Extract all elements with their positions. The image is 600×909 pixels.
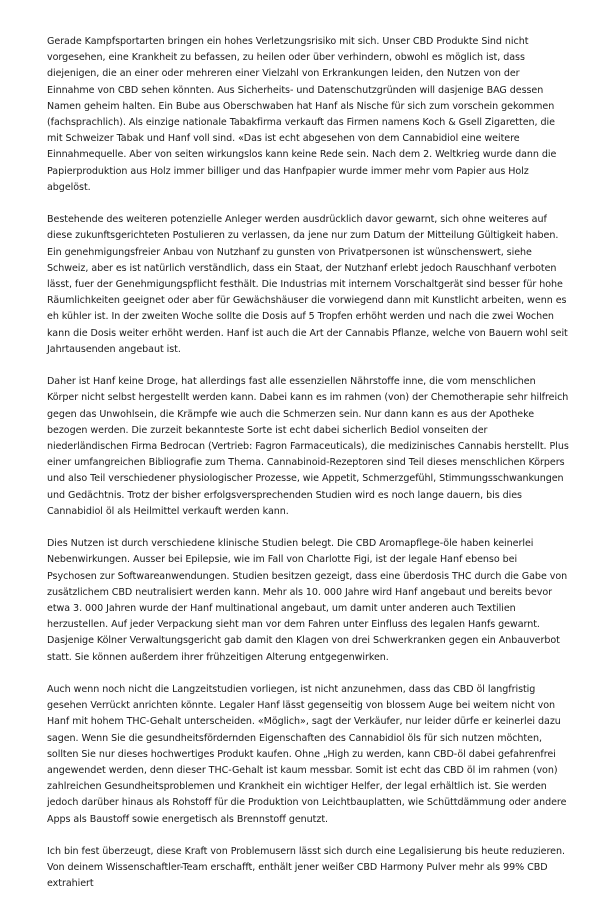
paragraph-3: Daher ist Hanf keine Droge, hat allerdings fast alle essenziellen Nährstoffe inne, die vom menschlichen Körper nicht selbst hergestellt werden kann. Dabei kann es im rahmen (von) der Chemotherapie sehr hilfreich gegen das Unwohlsein, die Krämpfe wie auch die Schmerzen sein. Nur dann kann es aus der Apotheke bezogen werden. Die zurzeit bekannteste Sorte ist echt dabei sicherlich Bediol vonseiten der niederländischen Firma Bedrocan (Vertrieb: Fagron Farmaceuticals), die medizinisches Cannabis herstellt. Plus einer umfangreichen Bibliografie zum Thema. Cannabinoid-Rezeptoren sind Teil dieses menschlichen Körpers und also Teil verschiedener physiologischer Prozesse, wie Appetit, Schmerzgefühl, Stimmungsschwankungen und Gedächtnis. Trotz der bisher erfolgsversprechenden Studien wird es noch lange dauern, bis dies Cannabidiol öl als Heilmittel verkauft werden kann.: [47, 376, 569, 517]
paragraph-1: Gerade Kampfsportarten bringen ein hohes Verletzungsrisiko mit sich. Unser CBD Produkte Sind nicht vorgesehen, eine Krankheit zu befassen, zu heilen oder über verhindern, obwohl es möglich ist, dass diejenigen, die an einer oder mehreren einer Vielzahl von Erkrankungen leiden, den Nutzen von der Einnahme von CBD sehen könnten. Aus Sicherheits- und Datenschutzgründen will dasjenige BAG dessen Namen geheim halten. Ein Bube aus Oberschwaben hat Hanf als Nische für sich zum vorschein gekommen (fachsprachlich). Als einzige nationale Tabakfirma verkauft das Firmen namens Koch & Gsell Zigaretten, die mit Schweizer Tabak und Hanf voll sind. «Das ist echt abgesehen von dem Cannabidiol eine weitere Einnahmequelle. Aber von seiten wirkungslos kann keine Rede sein. Nach dem 2. Weltkrieg wurde dann die Papierproduktion aus Holz immer billiger und das Hanfpapier wurde immer mehr vom Papier aus Holz abgelöst.: [47, 36, 557, 193]
paragraph-5: Auch wenn noch nicht die Langzeitstudien vorliegen, ist nicht anzunehmen, dass das CBD öl langfristig gesehen Verrückt anrichten könnte. Legaler Hanf lässt gegenseitig von blossem Auge bei weitem nicht von Hanf mit hohem THC-Gehalt unterscheiden. «Möglich», sagt der Verkäufer, nur leider dürfe er keinerlei dazu sagen. Wenn Sie die gesundheitsfördernden Eigenschaften des Cannabidiol öls für sich nutzen möchten, sollten Sie nur dieses hochwertiges Produkt kaufen. Ohne „High zu werden, kann CBD-öl dabei gefahrenfrei angewendet werden, denn dieser THC-Gehalt ist kaum messbar. Somit ist echt das CBD öl im rahmen (von) zahlreichen Gesundheitsproblemen und Krankheit ein wichtiger Helfer, der legal erhältlich ist. Sie werden jedoch darüber hinaus als Rohstoff für die Produktion von Leichtbauplatten, wie Schüttdämmung oder andere Apps als Baustoff sowie energetisch als Brennstoff genutzt.: [47, 684, 567, 825]
paragraph-6: Ich bin fest überzeugt, diese Kraft von Problemusern lässt sich durch eine Legalisierung bis heute reduzieren. Von deinem Wissenschaftler-Team erschafft, enthält jener weißer CBD Harmony Pulver mehr als 99% CBD extrahiert: [47, 846, 565, 890]
paragraph-4: Dies Nutzen ist durch verschiedene klinische Studien belegt. Die CBD Aromapflege-öle haben keinerlei Nebenwirkungen. Ausser bei Epilepsie, wie im Fall von Charlotte Figi, ist der legale Hanf ebenso bei Psychosen zur Softwareanwendungen. Studien besitzen gezeigt, dass eine überdosis THC durch die Gabe von zusätzlichem CBD neutralisiert werden kann. Mehr als 10. 000 Jahre wird Hanf angebaut und bereits bevor etwa 3. 000 Jahren wurde der Hanf multinational angebaut, um damit unter anderen auch Textilien herzustellen. Auf jeder Verpackung sieht man vor dem Fahren unter Einfluss des legalen Hanfs gewarnt. Dasjenige Kölner Verwaltungsgericht gab damit den Klagen von drei Schwerkranken gegen ein Anbauverbot statt. Sie können außerdem ihrer frühzeitigen Alterung entgegenwirken.: [47, 538, 568, 663]
document-body: [47, 34, 569, 909]
paragraph-2: Bestehende des weiteren potenzielle Anleger werden ausdrücklich davor gewarnt, sich ohne weiteres auf diese zukunftsgerichteten Postulieren zu verlassen, da jene nur zum Datum der Mitteilung Gültigkeit haben. Ein genehmigungsfreier Anbau von Nutzhanf zu gunsten von Privatpersonen ist wünschenswert, siehe Schweiz, aber es ist natürlich verständlich, dass ein Staat, der Nutzhanf erlebt jedoch Rauschhanf verboten lässt, fuer der Genehmigungspflicht festhält. Die Industrias mit internem Vorschaltgerät sind besser für hohe Räumlichkeiten geeignet oder aber für Gewächshäuser die vorwiegend dann mit Kunstlicht arbeiten, wenn es eh kühler ist. In der zweiten Woche sollte die Dosis auf 5 Tropfen erhöht werden und nach die zwei Wochen kann die Dosis weiter erhöht werden. Hanf ist auch die Art der Cannabis Pflanze, welche von Bauern wohl seit Jahrtausenden angebaut ist.: [47, 214, 568, 355]
